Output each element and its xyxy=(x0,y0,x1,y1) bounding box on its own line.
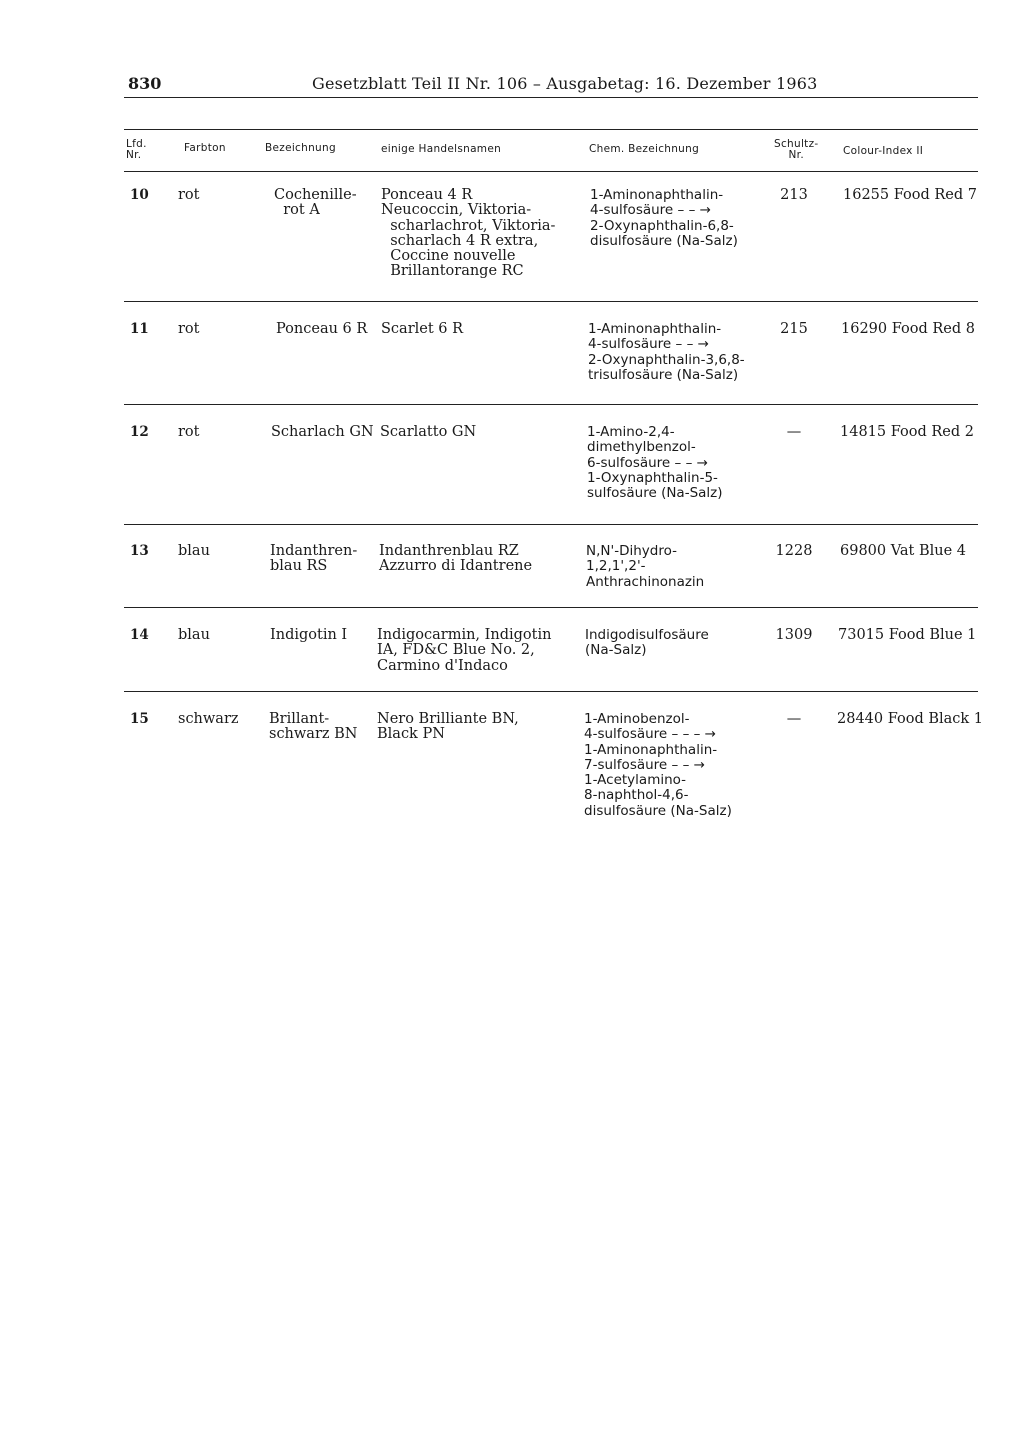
row-handelsnamen: Nero Brilliante BN, Black PN xyxy=(377,711,519,743)
row-colour-index: 16290 Food Red 8 xyxy=(841,321,975,337)
row-colour-index: 28440 Food Black 1 xyxy=(837,711,984,727)
row-schultz: — xyxy=(786,711,802,727)
page-header xyxy=(126,74,978,96)
row-chem: N,N'-Dihydro- 1,2,1',2'- Anthrachinonazin xyxy=(586,543,705,590)
row-number: 14 xyxy=(130,627,149,643)
row-bezeichnung: Indanthren- blau RS xyxy=(270,543,358,575)
row-bezeichnung: Scharlach GN xyxy=(271,424,374,440)
row-bezeichnung: Brillant- schwarz BN xyxy=(269,711,358,743)
row-colour-index: 73015 Food Blue 1 xyxy=(838,627,977,643)
col-head-farbton: Farbton xyxy=(184,142,226,154)
row-schultz: 1228 xyxy=(775,543,813,559)
row-number: 12 xyxy=(130,424,149,440)
row-farbton: rot xyxy=(178,321,200,337)
row-number: 15 xyxy=(130,711,149,727)
col-head-nr: Lfd. Nr. xyxy=(126,138,147,161)
row-chem: 1-Amino-2,4- dimethylbenzol- 6-sulfosäure – – → 1-Oxynaphthalin-5- sulfosäure (Na-Salz) xyxy=(587,424,723,502)
row-farbton: blau xyxy=(178,543,210,559)
header-bottom-rule xyxy=(124,171,978,172)
row-rule xyxy=(124,524,978,525)
page-title: Gesetzblatt Teil II Nr. 106 – Ausgabetag: 16. Dezember 1963 xyxy=(312,74,818,93)
row-farbton: blau xyxy=(178,627,210,643)
col-head-bezeichnung: Bezeichnung xyxy=(265,142,336,154)
row-chem: 1-Aminonaphthalin- 4-sulfosäure – – → 2-Oxynaphthalin-3,6,8- trisulfosäure (Na-Salz) xyxy=(588,321,745,383)
page-number: 830 xyxy=(128,74,162,93)
row-farbton: rot xyxy=(178,424,200,440)
col-head-colour-index: Colour-Index II xyxy=(843,145,924,157)
row-handelsnamen: Indigocarmin, Indigotin IA, FD&C Blue No. 2, Carmino d'Indaco xyxy=(377,627,552,674)
row-schultz: 1309 xyxy=(775,627,813,643)
row-schultz: 215 xyxy=(780,321,808,337)
row-handelsnamen: Ponceau 4 R Neucoccin, Viktoria- scharlachrot, Viktoria- scharlach 4 R extra, Coccine nouvelle Brillantorange RC xyxy=(381,187,556,280)
col-head-handelsnamen: einige Handelsnamen xyxy=(381,143,502,155)
col-head-chem: Chem. Bezeichnung xyxy=(589,143,700,155)
row-number: 11 xyxy=(130,321,149,337)
header-rule xyxy=(124,97,978,98)
row-rule xyxy=(124,691,978,692)
row-number: 13 xyxy=(130,543,149,559)
row-farbton: schwarz xyxy=(178,711,239,727)
row-colour-index: 69800 Vat Blue 4 xyxy=(840,543,967,559)
col-head-schultz: Schultz- Nr. xyxy=(774,138,819,161)
row-bezeichnung: Indigotin I xyxy=(270,627,348,643)
row-rule xyxy=(124,607,978,608)
row-rule xyxy=(124,404,978,405)
row-colour-index: 16255 Food Red 7 xyxy=(843,187,977,203)
row-handelsnamen: Scarlatto GN xyxy=(380,424,477,440)
row-chem: 1-Aminonaphthalin- 4-sulfosäure – – → 2-Oxynaphthalin-6,8- disulfosäure (Na-Salz) xyxy=(590,187,738,249)
row-rule xyxy=(124,301,978,302)
row-colour-index: 14815 Food Red 2 xyxy=(840,424,974,440)
row-chem: Indigodisulfosäure (Na-Salz) xyxy=(585,627,709,659)
row-handelsnamen: Indanthrenblau RZ Azzurro di Idantrene xyxy=(379,543,533,575)
row-bezeichnung: Cochenille- rot A xyxy=(274,187,357,219)
row-number: 10 xyxy=(130,187,149,203)
table-top-rule xyxy=(124,129,978,130)
row-schultz: — xyxy=(786,424,802,440)
row-farbton: rot xyxy=(178,187,200,203)
row-handelsnamen: Scarlet 6 R xyxy=(381,321,464,337)
row-schultz: 213 xyxy=(780,187,808,203)
row-bezeichnung: Ponceau 6 R xyxy=(276,321,368,337)
row-chem: 1-Aminobenzol- 4-sulfosäure – – – → 1-Aminonaphthalin- 7-sulfosäure – – → 1-Acetylamino- 8-naphthol-4,6- disulfosäure (Na-Salz) xyxy=(584,711,732,819)
